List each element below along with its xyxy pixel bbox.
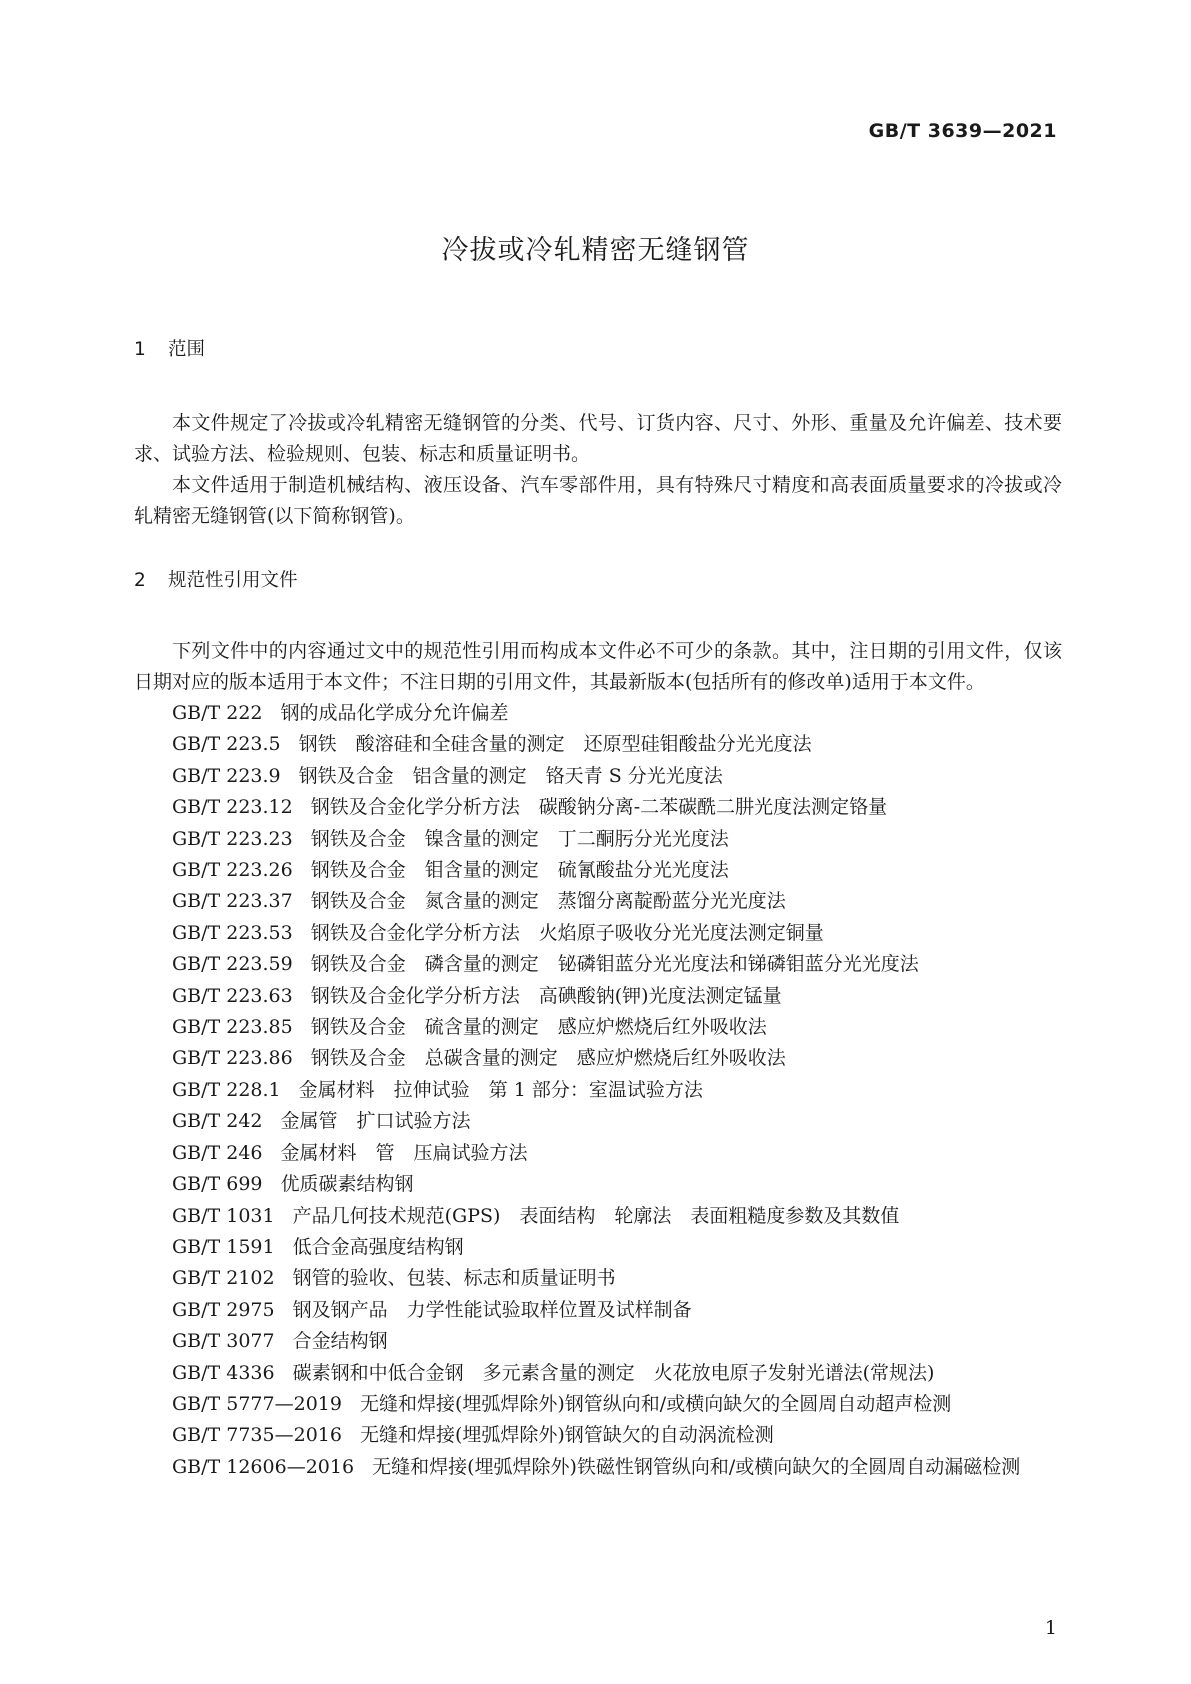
reference-code: GB/T 223.53 [172,921,293,944]
reference-title: 钢铁及合金 总碳含量的测定 感应炉燃烧后红外吸收法 [310,1047,786,1070]
scope-paragraph: 本文件适用于制造机械结构、液压设备、汽车零部件用，具有特殊尺寸精度和高表面质量要求的冷拔或冷轧精密无缝钢管(以下简称钢管)。 [134,474,1062,527]
reference-item [134,918,1062,949]
section-number: 2 [134,570,146,591]
reference-title: 钢铁及合金化学分析方法 火焰原子吸收分光光度法测定铜量 [310,921,824,944]
reference-title: 钢铁及合金 氮含量的测定 蒸馏分离靛酚蓝分光光度法 [310,890,786,913]
reference-code: GB/T 223.59 [172,953,293,976]
reference-title: 钢铁及合金 铝含量的测定 铬天青 S 分光光度法 [298,764,723,787]
reference-item [134,1169,1062,1200]
section-heading-scope [134,333,1062,367]
section-number: 1 [134,339,146,360]
reference-title: 钢管的验收、包装、标志和质量证明书 [292,1267,616,1290]
reference-code: GB/T 223.12 [172,796,293,819]
reference-code: GB/T 2975 [172,1298,275,1321]
reference-title: 钢的成品化学成分允许偏差 [280,702,509,724]
reference-item [134,886,1062,917]
reference-code: GB/T 223.5 [172,733,281,756]
reference-code: GB/T 1591 [172,1235,275,1258]
reference-code: GB/T 223.86 [172,1047,293,1070]
reference-item [134,1012,1062,1043]
reference-title: 钢铁及合金化学分析方法 碳酸钠分离-二苯碳酰二肼光度法测定铬量 [310,796,888,819]
reference-item [134,1263,1062,1294]
reference-title: 合金结构钢 [292,1330,388,1353]
reference-title: 碳素钢和中低合金钢 多元素含量的测定 火花放电原子发射光谱法(常规法) [292,1361,935,1384]
standard-number: GB/T 3639—2021 [868,120,1057,142]
section-title: 规范性引用文件 [168,570,298,591]
reference-code: GB/T 223.85 [172,1016,293,1039]
reference-title: 优质碳素结构钢 [280,1173,414,1196]
reference-item [134,1043,1062,1074]
reference-item [134,1232,1062,1263]
reference-title: 钢铁 酸溶硅和全硅含量的测定 还原型硅钼酸盐分光光度法 [298,733,812,756]
reference-code: GB/T 2102 [172,1267,275,1290]
reference-item [134,855,1062,886]
reference-title: 钢铁及合金化学分析方法 高碘酸钠(钾)光度法测定锰量 [310,984,782,1007]
reference-title: 金属管 扩口试验方法 [280,1110,471,1133]
reference-item [134,981,1062,1012]
reference-code: GB/T 223.26 [172,859,293,882]
reference-title: 钢铁及合金 硫含量的测定 感应炉燃烧后红外吸收法 [310,1016,767,1039]
reference-code: GB/T 4336 [172,1361,275,1384]
reference-title: 产品几何技术规范(GPS) 表面结构 轮廓法 表面粗糙度参数及其数值 [292,1204,900,1227]
reference-title: 钢铁及合金 钼含量的测定 硫氰酸盐分光光度法 [310,859,729,882]
document-body [134,333,1062,1483]
reference-title: 无缝和焊接(埋弧焊除外)钢管纵向和/或横向缺欠的全圆周自动超声检测 [359,1392,952,1415]
reference-code: GB/T 5777—2019 [172,1392,342,1415]
reference-code: GB/T 228.1 [172,1078,281,1101]
reference-title: 钢及钢产品 力学性能试验取样位置及试样制备 [292,1298,692,1321]
scope-paragraph: 本文件规定了冷拔或冷轧精密无缝钢管的分类、代号、订货内容、尺寸、外形、重量及允许偏差、技术要求、试验方法、检验规则、包装、标志和质量证明书。 [134,412,1062,465]
reference-code: GB/T 12606—2016 [172,1455,355,1478]
reference-code: GB/T 222 [172,702,263,724]
reference-title: 无缝和焊接(埋弧焊除外)铁磁性钢管纵向和/或横向缺欠的全圆周自动漏磁检测 [372,1455,1021,1478]
reference-code: GB/T 223.37 [172,890,293,913]
reference-title: 无缝和焊接(埋弧焊除外)钢管缺欠的自动涡流检测 [359,1424,774,1447]
reference-item [134,1201,1062,1232]
reference-list [134,698,1062,1483]
reference-code: GB/T 223.63 [172,984,293,1007]
section-heading-normative-references [134,564,1062,598]
reference-code: GB/T 699 [172,1173,263,1196]
reference-code: GB/T 7735—2016 [172,1424,342,1447]
reference-item [134,729,1062,760]
reference-title: 金属材料 拉伸试验 第 1 部分：室温试验方法 [298,1078,703,1101]
reference-code: GB/T 3077 [172,1330,275,1353]
reference-item [134,1106,1062,1137]
reference-item [134,1420,1062,1451]
reference-title: 钢铁及合金 磷含量的测定 铋磷钼蓝分光光度法和锑磷钼蓝分光光度法 [310,953,919,976]
reference-item [134,792,1062,823]
reference-title: 金属材料 管 压扁试验方法 [280,1141,528,1164]
reference-title: 钢铁及合金 镍含量的测定 丁二酮肟分光光度法 [310,827,729,850]
reference-item [134,1389,1062,1420]
reference-title: 低合金高强度结构钢 [292,1235,464,1258]
reference-item [134,698,1062,729]
reference-code: GB/T 246 [172,1141,263,1164]
reference-item [134,1326,1062,1357]
reference-code: GB/T 1031 [172,1204,275,1227]
reference-code: GB/T 223.23 [172,827,293,850]
reference-item [134,824,1062,855]
reference-code: GB/T 223.9 [172,764,281,787]
references-intro: 下列文件中的内容通过文中的规范性引用而构成本文件必不可少的条款。其中，注日期的引用文件，仅该日期对应的版本适用于本文件；不注日期的引用文件，其最新版本(包括所有的修改单)适用于本文件。 [134,640,1062,693]
reference-item [134,1358,1062,1389]
reference-item [134,1138,1062,1169]
page-number: 1 [1044,1617,1057,1639]
reference-item [134,761,1062,792]
reference-item [134,1295,1062,1326]
reference-item [134,1075,1062,1106]
reference-code: GB/T 242 [172,1110,263,1133]
reference-item [134,1452,1062,1483]
section-title: 范围 [168,339,206,360]
reference-item [134,949,1062,980]
document-title: 冷拔或冷轧精密无缝钢管 [441,235,750,266]
